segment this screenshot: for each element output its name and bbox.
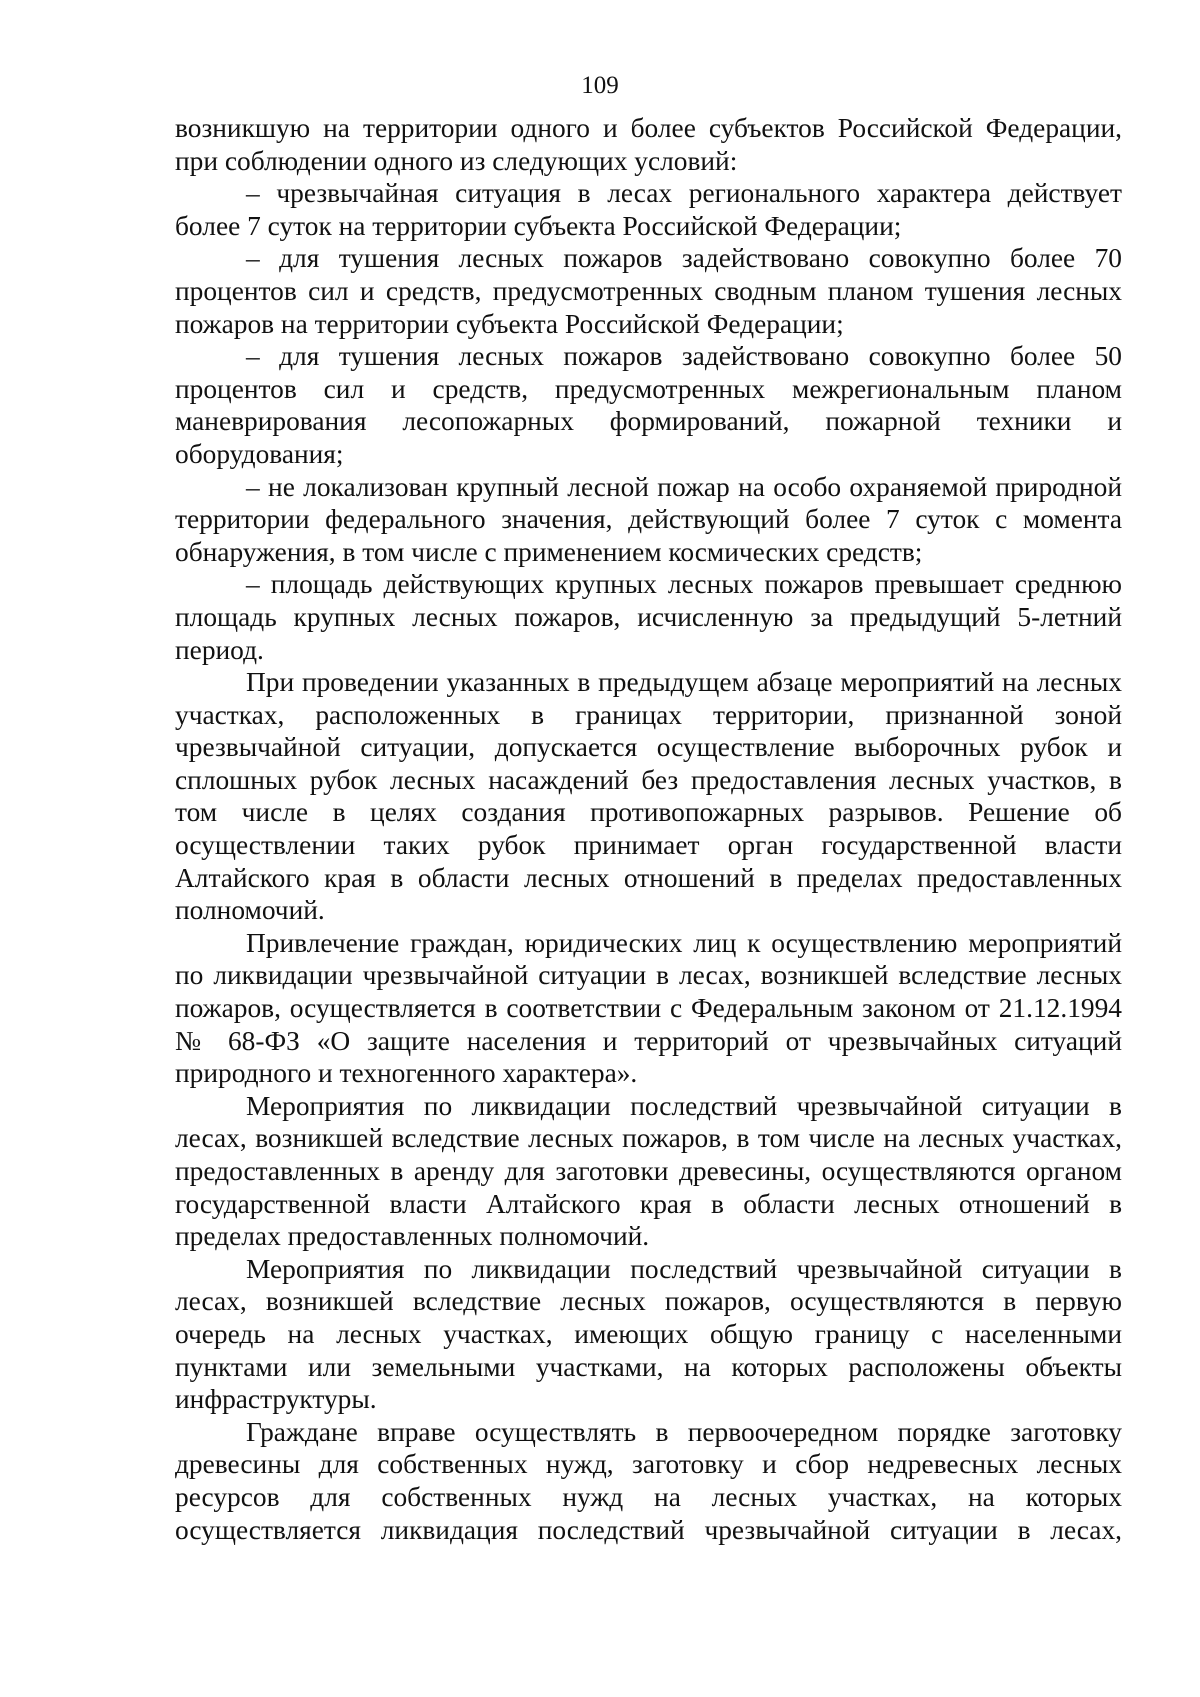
paragraph-continuation: возникшую на территории одного и более субъектов Российской Федерации, при соблюдении одного из следующих условий: <box>175 113 1122 176</box>
condition-item-consolidated-plan: – для тушения лесных пожаров задействовано совокупно более 70 процентов сил и средств, предусмотренных сводным планом тушения лесных пожаров на территории субъекта Российской Федерации; <box>175 243 1122 339</box>
condition-item-interregional-plan: – для тушения лесных пожаров задействовано совокупно более 50 процентов сил и средств, предусмотренных межрегиональным планом маневрирования лесопожарных формирований, пожарной техники и оборудования; <box>175 341 1122 469</box>
document-body <box>175 112 1122 1546</box>
paragraph-liquidation-leased: Мероприятия по ликвидации последствий чрезвычайной ситуации в лесах, возникшей вследствие лесных пожаров, в том числе на лесных участках, предоставленных в аренду для заготовки древесины, осуществляются органом государственной власти Алтайского края в области лесных отношений в пределах предоставленных полномочий. <box>175 1090 1122 1252</box>
paragraph-citizens-involvement: Привлечение граждан, юридических лиц к осуществлению мероприятий по ликвидации чрезвычайной ситуации в лесах, возникшей вследствие лесных пожаров, осуществляется в соответствии с Федеральным законом от 21.12.1994 № 68-ФЗ «О защите населения и территорий от чрезвычайных ситуаций природного и техногенного характера». <box>175 927 1122 1089</box>
condition-item-protected-territory: – не локализован крупный лесной пожар на особо охраняемой природной территории федерального значения, действующий более 7 суток с момента обнаружения, в том числе с применением космических средств; <box>175 471 1122 567</box>
condition-item-regional-duration: – чрезвычайная ситуация в лесах регионального характера действует более 7 суток на территории субъекта Российской Федерации; <box>175 178 1122 241</box>
condition-item-fire-area: – площадь действующих крупных лесных пожаров превышает среднюю площадь крупных лесных пожаров, исчисленную за предыдущий 5-летний период. <box>175 569 1122 665</box>
page-number: 109 <box>581 72 619 99</box>
paragraph-felling: При проведении указанных в предыдущем абзаце мероприятий на лесных участках, расположенных в границах территории, признанной зоной чрезвычайной ситуации, допускается осуществление выборочных рубок и сплошных рубок лесных насаждений без предоставления лесных участков, в том числе в целях создания противопожарных разрывов. Решение об осуществлении таких рубок принимает орган государственной власти Алтайского края в области лесных отношений в пределах предоставленных полномочий. <box>175 667 1122 926</box>
paragraph-citizens-rights: Граждане вправе осуществлять в первоочередном порядке заготовку древесины для собственных нужд, заготовку и сбор недревесных лесных ресурсов для собственных нужд на лесных участках, на которых осуществляется ликвидация последствий чрезвычайной ситуации в лесах, <box>175 1416 1122 1545</box>
paragraph-liquidation-priority: Мероприятия по ликвидации последствий чрезвычайной ситуации в лесах, возникшей вследствие лесных пожаров, осуществляются в первую очередь на лесных участках, имеющих общую границу с населенными пунктами или земельными участками, на которых расположены объекты инфраструктуры. <box>175 1253 1122 1415</box>
